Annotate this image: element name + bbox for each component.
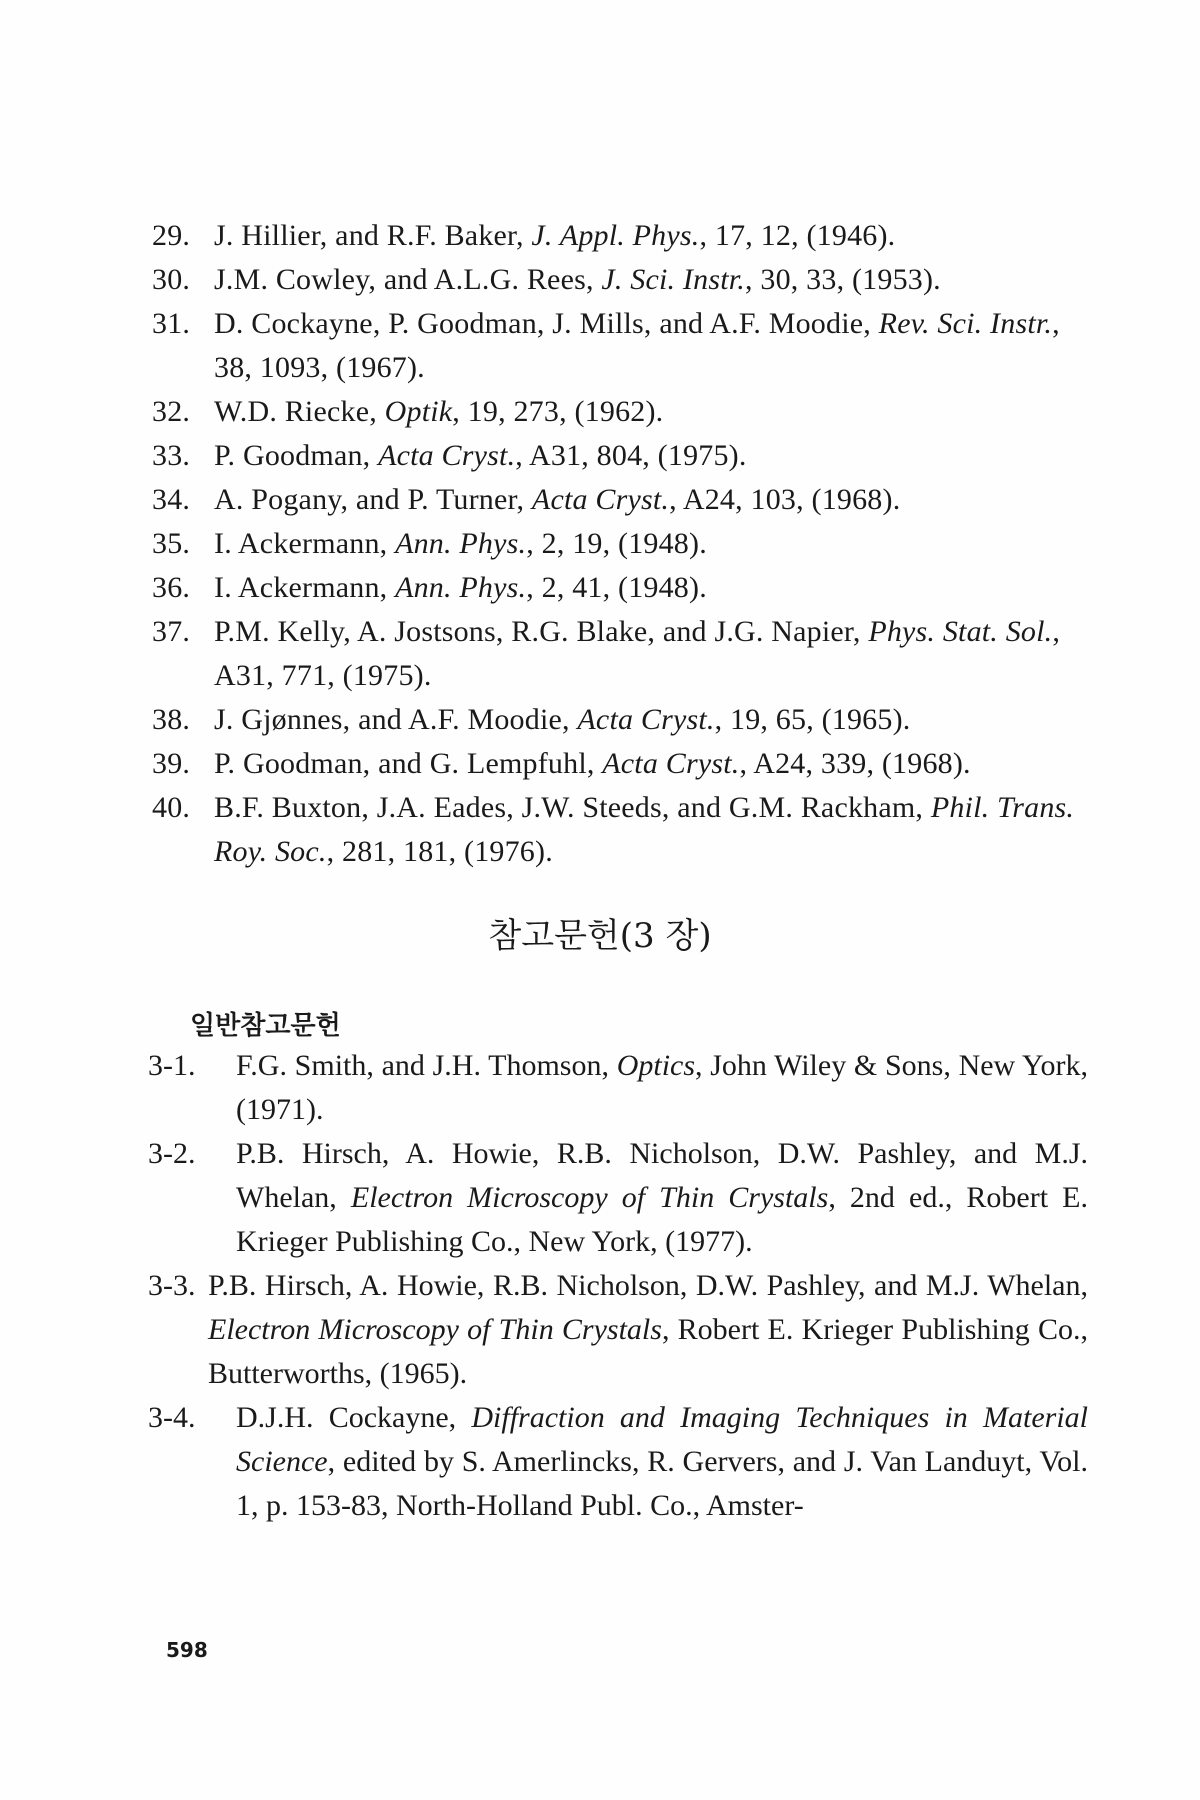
reference-number: 3-4. [148, 1401, 196, 1434]
reference-item: 38. J. Gjønnes, and A.F. Moodie, Acta Cryst., 19, 65, (1965). [152, 698, 1082, 742]
reference-number: 3-3. [148, 1269, 196, 1302]
reference-item: 3-3. P.B. Hirsch, A. Howie, R.B. Nicholson, D.W. Pashley, and M.J. Whelan, Electron Microscopy of Thin Crystals, Robert E. Krieger Publishing Co., Butterworths, (1965). [148, 1264, 1088, 1396]
reference-number: 33. [152, 439, 191, 472]
journal-title: Rev. Sci. Instr. [878, 307, 1053, 340]
reference-number: 34. [152, 483, 191, 516]
journal-title: Acta Cryst. [602, 747, 740, 780]
reference-number: 36. [152, 571, 191, 604]
journal-title: Ann. Phys. [395, 527, 527, 560]
book-title: Optics [616, 1049, 696, 1082]
book-title: Electron Microscopy of Thin Crystals [208, 1313, 662, 1346]
reference-item: 31. D. Cockayne, P. Goodman, J. Mills, and A.F. Moodie, Rev. Sci. Instr., 38, 1093, (1967). [152, 302, 1082, 390]
reference-item: 32. W.D. Riecke, Optik, 19, 273, (1962). [152, 390, 1082, 434]
reference-item: 35. I. Ackermann, Ann. Phys., 2, 19, (1948). [152, 522, 1082, 566]
reference-number: 30. [152, 263, 191, 296]
section-heading: 참고문헌(3 장) [488, 916, 712, 956]
page-number: 598 [166, 1638, 208, 1662]
reference-item: 29. J. Hillier, and R.F. Baker, J. Appl. Phys., 17, 12, (1946). [152, 214, 1082, 258]
reference-item: 3-1. F.G. Smith, and J.H. Thomson, Optics, John Wiley & Sons, New York, (1971). [148, 1044, 1088, 1132]
reference-number: 37. [152, 615, 191, 648]
journal-title: J. Appl. Phys. [531, 219, 700, 252]
reference-number: 35. [152, 527, 191, 560]
journal-title: Phil. Trans. Roy. Soc. [214, 791, 1075, 868]
reference-item: 3-2. P.B. Hirsch, A. Howie, R.B. Nicholson, D.W. Pashley, and M.J. Whelan, Electron Microscopy of Thin Crystals, 2nd ed., Robert E. Krieger Publishing Co., New York, (1977). [148, 1132, 1088, 1264]
reference-number: 29. [152, 219, 191, 252]
journal-title: Acta Cryst. [577, 703, 715, 736]
reference-item: 34. A. Pogany, and P. Turner, Acta Cryst., A24, 103, (1968). [152, 478, 1082, 522]
book-title: Electron Microscopy of Thin Crystals [350, 1181, 829, 1214]
reference-number: 40. [152, 791, 191, 824]
journal-title: Ann. Phys. [395, 571, 527, 604]
journal-title: J. Sci. Instr. [601, 263, 745, 296]
reference-item: 36. I. Ackermann, Ann. Phys., 2, 41, (1948). [152, 566, 1082, 610]
journal-title: Optik [384, 395, 453, 428]
reference-number: 38. [152, 703, 191, 736]
journal-title: Phys. Stat. Sol. [868, 615, 1053, 648]
reference-item: 39. P. Goodman, and G. Lempfuhl, Acta Cryst., A24, 339, (1968). [152, 742, 1082, 786]
reference-list-chapter2 [152, 214, 1082, 874]
reference-item: 30. J.M. Cowley, and A.L.G. Rees, J. Sci. Instr., 30, 33, (1953). [152, 258, 1082, 302]
journal-title: Acta Cryst. [531, 483, 670, 516]
journal-title: Acta Cryst. [378, 439, 516, 472]
book-title: Diffraction and Imaging Techniques in Material Science [236, 1401, 1088, 1478]
reference-number: 31. [152, 307, 191, 340]
reference-number: 3-2. [148, 1137, 196, 1170]
reference-number: 3-1. [148, 1049, 196, 1082]
reference-number: 39. [152, 747, 191, 780]
reference-number: 32. [152, 395, 191, 428]
reference-item: 3-4. D.J.H. Cockayne, Diffraction and Imaging Techniques in Material Science, edited by S. Amerlincks, R. Gervers, and J. Van Landuyt, Vol. 1, p. 153-83, North-Holland Publ. Co., Amster- [148, 1396, 1088, 1528]
reference-list-chapter3 [148, 1044, 1088, 1528]
subsection-heading: 일반참고문헌 [190, 1011, 341, 1041]
reference-item: 40. B.F. Buxton, J.A. Eades, J.W. Steeds, and G.M. Rackham, Phil. Trans. Roy. Soc., 281, 181, (1976). [152, 786, 1082, 874]
reference-item: 33. P. Goodman, Acta Cryst., A31, 804, (1975). [152, 434, 1082, 478]
reference-item: 37. P.M. Kelly, A. Jostsons, R.G. Blake, and J.G. Napier, Phys. Stat. Sol., A31, 771, (1975). [152, 610, 1082, 698]
